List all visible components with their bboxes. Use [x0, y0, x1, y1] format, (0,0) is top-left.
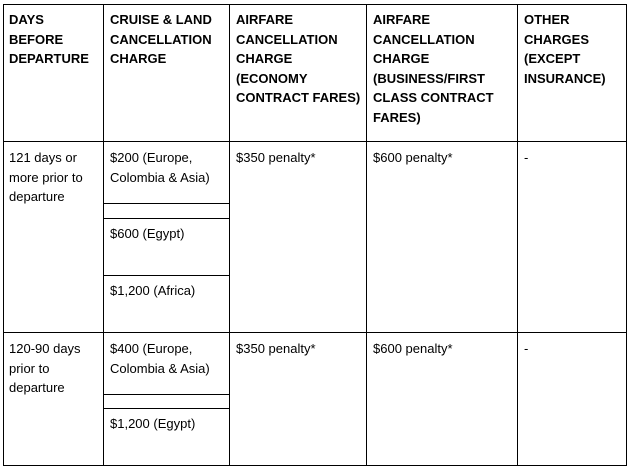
- row1-days: 121 days or more prior to departure: [9, 150, 83, 204]
- row2-cruise-europe: $400 (Europe, Colombia & Asia): [110, 341, 210, 376]
- column-divider-2: [229, 4, 230, 466]
- row1-other: -: [524, 150, 529, 165]
- cruise-subrow-line: [103, 275, 230, 276]
- row2-airfare-economy: $350 penalty*: [236, 341, 316, 356]
- table-border-right: [626, 4, 627, 466]
- column-divider-1: [103, 4, 104, 466]
- header-cruise-land: CRUISE & LAND CANCELLATION CHARGE: [110, 12, 212, 66]
- table-border-top: [3, 4, 627, 5]
- table-border-row1-bottom: [3, 332, 627, 333]
- cruise-subrow-line: [103, 394, 230, 395]
- header-airfare-business: AIRFARE CANCELLATION CHARGE (BUSINESS/FIRST CLASS CONTRACT FARES): [373, 12, 494, 125]
- column-divider-4: [517, 4, 518, 466]
- row2-other: -: [524, 341, 529, 356]
- row2-days: 120-90 days prior to departure: [9, 341, 81, 395]
- header-other-charges: OTHER CHARGES (EXCEPT INSURANCE): [524, 12, 606, 86]
- header-days-before-departure: DAYS BEFORE DEPARTURE: [9, 12, 89, 66]
- cruise-subrow-line: [103, 218, 230, 219]
- table-border-bottom: [3, 465, 627, 466]
- table-border-left: [3, 4, 4, 466]
- row1-cruise-egypt: $600 (Egypt): [110, 226, 185, 241]
- header-airfare-economy: AIRFARE CANCELLATION CHARGE (ECONOMY CONTRACT FARES): [236, 12, 361, 105]
- cruise-subrow-line: [103, 203, 230, 204]
- table-border-header-bottom: [3, 141, 627, 142]
- cruise-subrow-line: [103, 408, 230, 409]
- row1-cruise-europe: $200 (Europe, Colombia & Asia): [110, 150, 210, 185]
- row1-airfare-economy: $350 penalty*: [236, 150, 316, 165]
- column-divider-3: [366, 4, 367, 466]
- row1-cruise-africa: $1,200 (Africa): [110, 283, 196, 298]
- row2-cruise-egypt: $1,200 (Egypt): [110, 416, 196, 431]
- row1-airfare-business: $600 penalty*: [373, 150, 453, 165]
- row2-airfare-business: $600 penalty*: [373, 341, 453, 356]
